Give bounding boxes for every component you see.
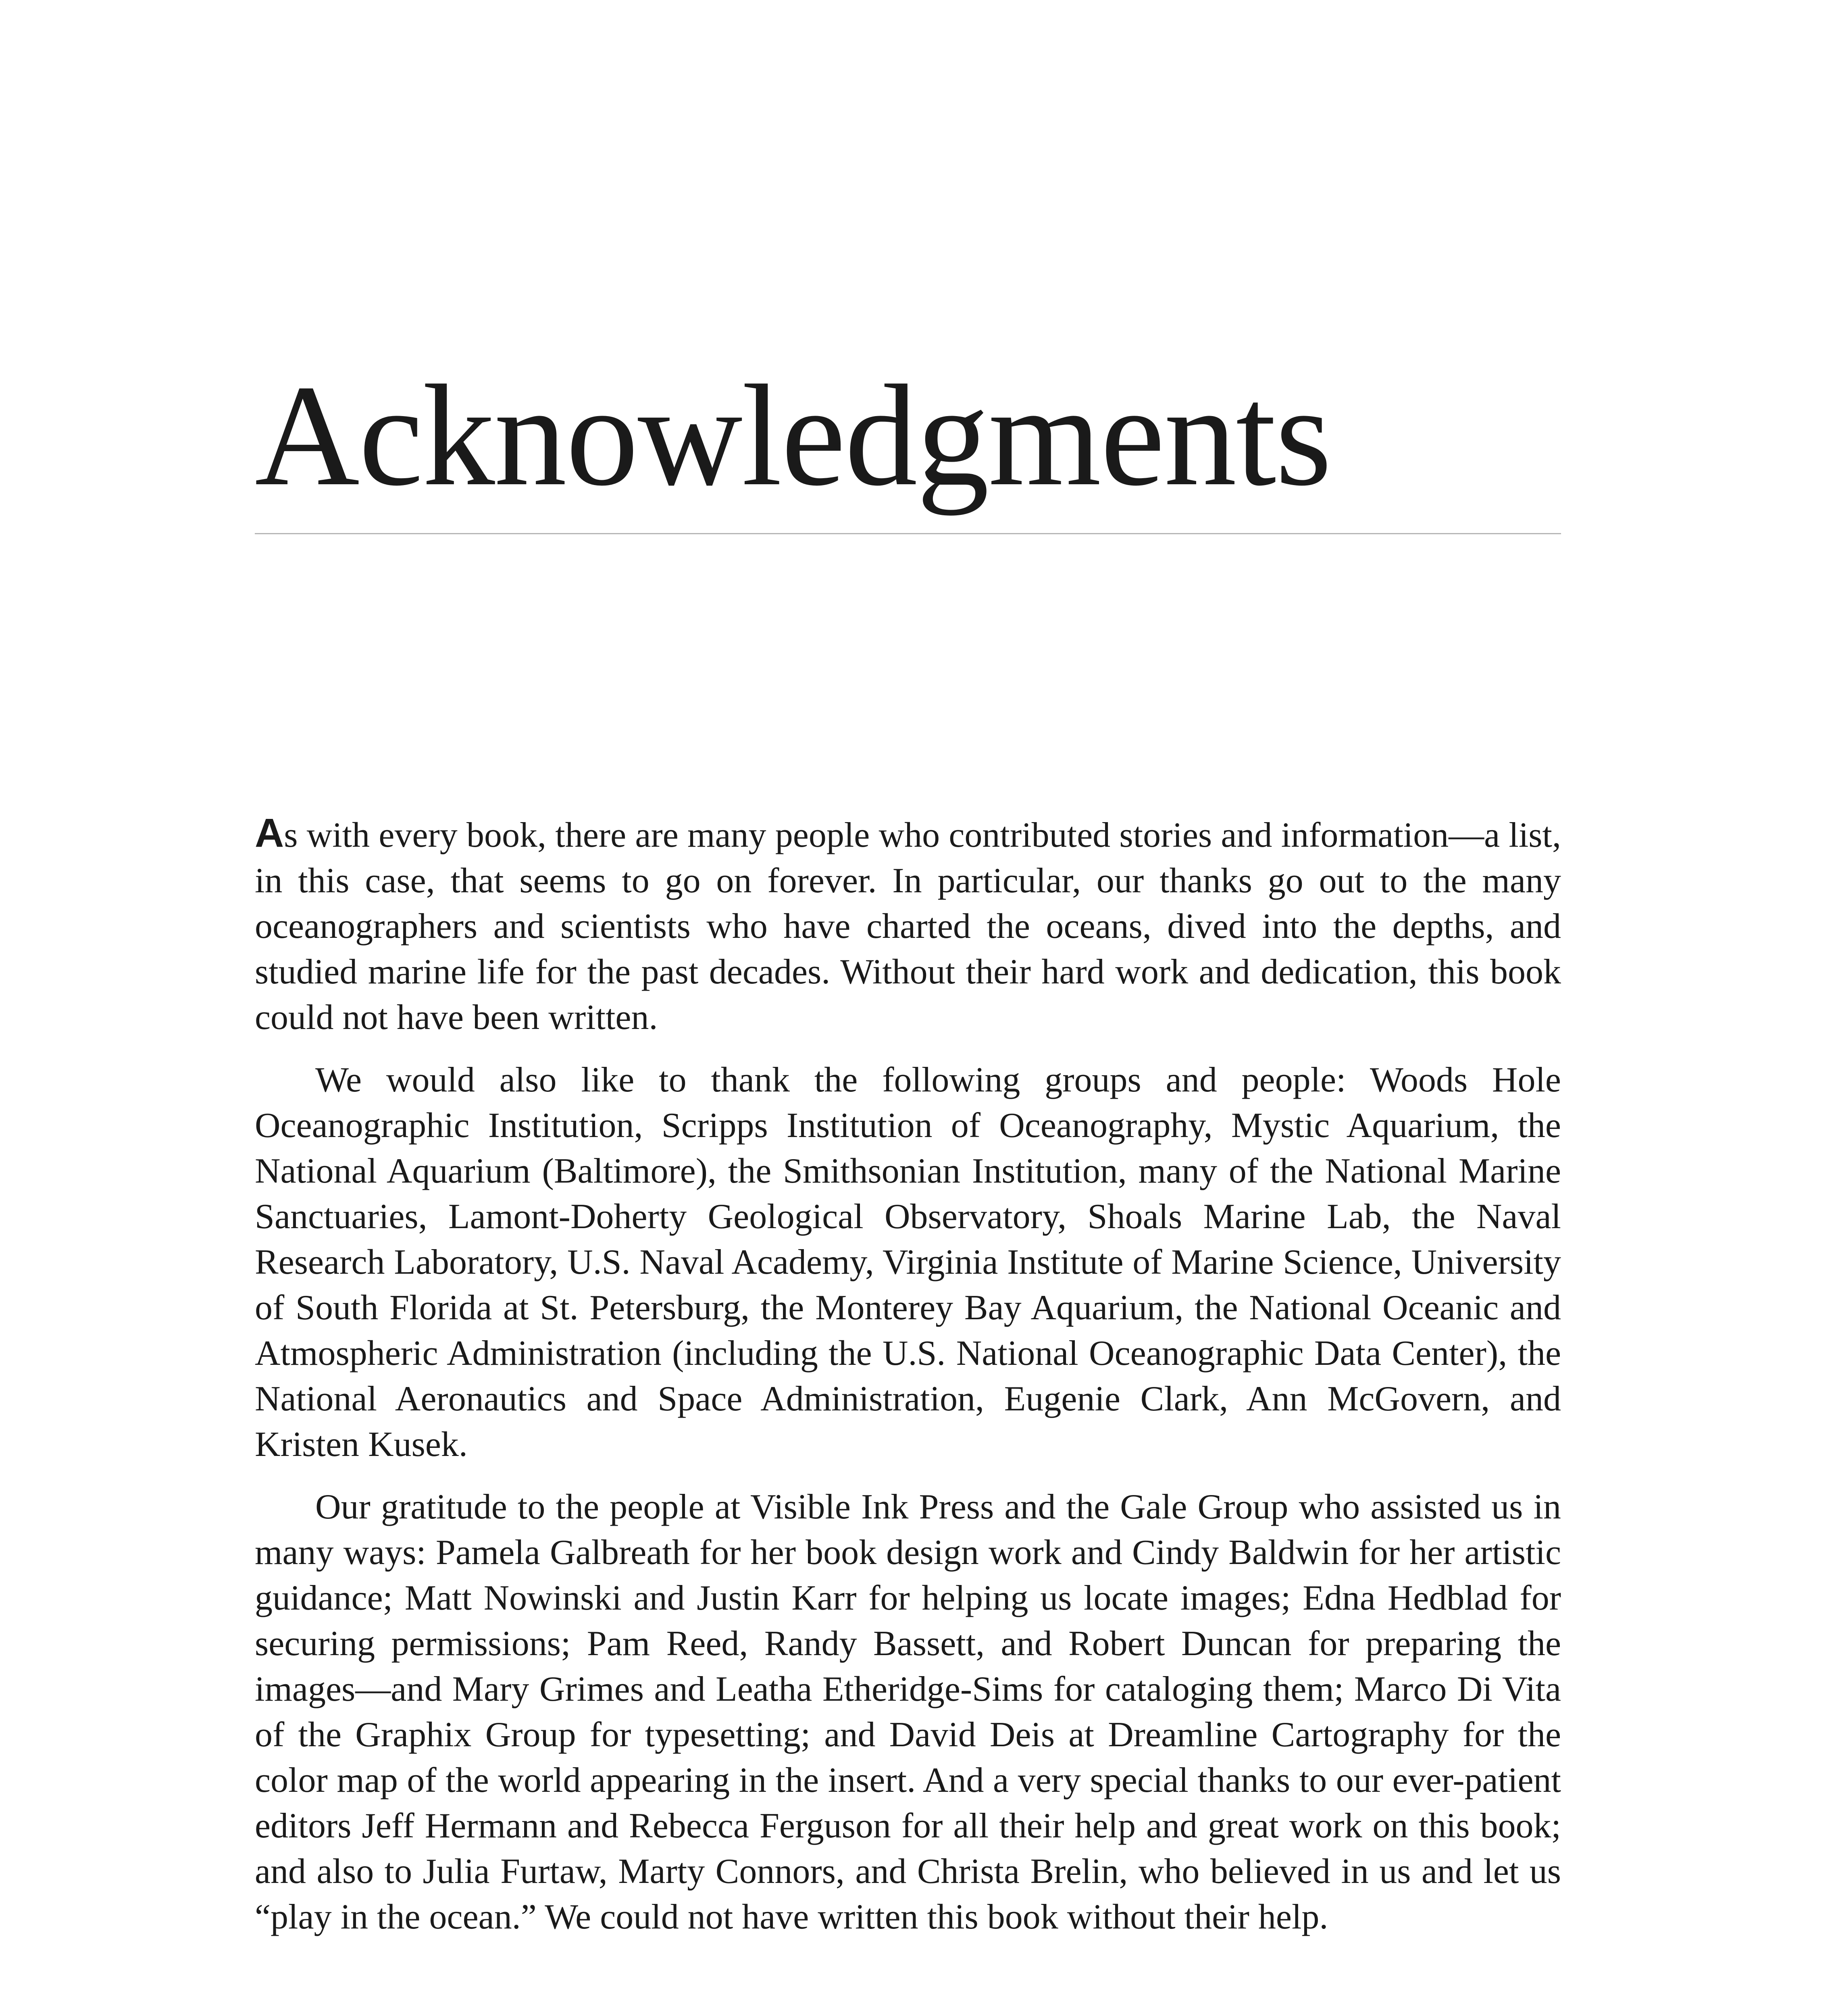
body-text bbox=[255, 810, 1561, 1957]
initial-letter: A bbox=[255, 810, 284, 856]
title-rule bbox=[255, 533, 1561, 534]
paragraph-1 bbox=[255, 810, 1561, 1040]
page-title: Acknowledgments bbox=[255, 355, 1331, 516]
paragraph-1-text: s with every book, there are many people who contributed stories and information—a list, in this case, that seems to go on forever. In particular, our thanks go out to the many oceanographers and scientists who have charted the oceans, dived into the depths, and studied marine life for the past decades. Without their hard work and dedication, this book could not have been written. bbox=[255, 816, 1561, 1037]
paragraph-2: We would also like to thank the following groups and people: Woods Hole Oceanographic Institution, Scripps Institution of Oceanography, Mystic Aquarium, the National Aquarium (Baltimore), the Smithsonian Institution, many of the National Marine Sanctuaries, Lamont-Doherty Geological Observatory, Shoals Marine Lab, the Naval Research Laboratory, U.S. Naval Academy, Virginia Institute of Marine Science, University of South Florida at St. Petersburg, the Monterey Bay Aquarium, the National Oceanic and Atmospheric Administration (including the U.S. National Oceanographic Data Center), the National Aeronautics and Space Administration, Eugenie Clark, Ann McGovern, and Kristen Kusek. bbox=[255, 1060, 1561, 1464]
paragraph-3: Our gratitude to the people at Visible Ink Press and the Gale Group who assisted us in many ways: Pamela Galbreath for her book design work and Cindy Baldwin for her artistic guidance; Matt Nowinski and Justin Karr for helping us locate images; Edna Hedblad for securing permissions; Pam Reed, Randy Bassett, and Robert Duncan for preparing the images—and Mary Grimes and Leatha Etheridge-Sims for cataloging them; Marco Di Vita of the Graphix Group for typesetting; and David Deis at Dreamline Cartography for the color map of the world appearing in the insert. And a very special thanks to our ever-patient editors Jeff Hermann and Rebecca Ferguson for all their help and great work on this book; and also to Julia Furtaw, Marty Connors, and Christa Brelin, who believed in us and let us “play in the ocean.” We could not have written this book without their help. bbox=[255, 1487, 1561, 1937]
